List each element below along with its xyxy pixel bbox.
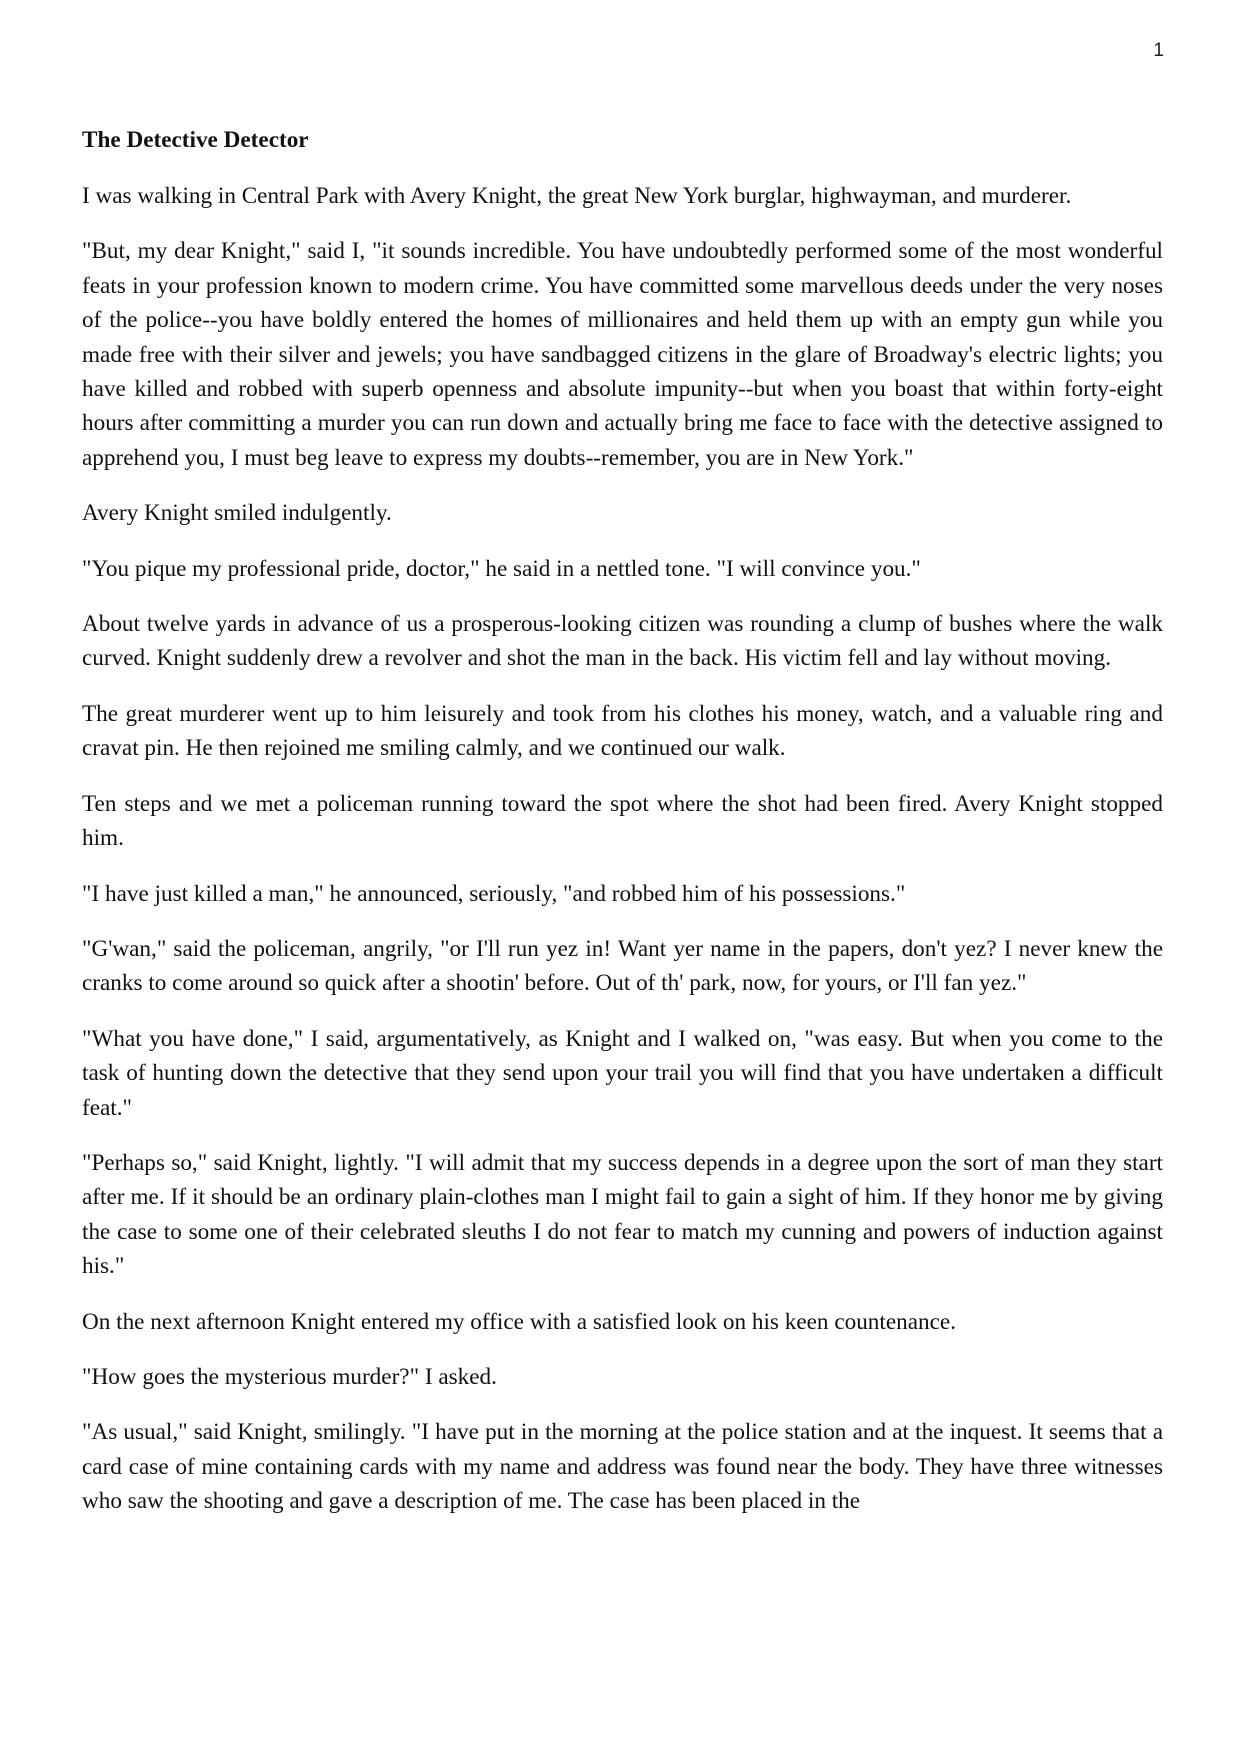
paragraph-10: "What you have done," I said, argumentatively, as Knight and I walked on, "was easy. But when you come to the task of hunting down the detective that they send upon your trail you will find that you have undertaken a difficult feat." bbox=[82, 1025, 1163, 1121]
paragraph-11: "Perhaps so," said Knight, lightly. "I will admit that my success depends in a degree upon the sort of man they start after me. If it should be an ordinary plain-clothes man I might fail to gain a sight of him. If they honor me by giving the case to some one of their celebrated sleuths I do not fear to match my cunning and powers of induction against his." bbox=[82, 1149, 1163, 1280]
document-title: The Detective Detector bbox=[82, 127, 309, 153]
paragraph-9: "G'wan," said the policeman, angrily, "or I'll run yez in! Want yer name in the papers, don't yez? I never knew the cranks to come around so quick after a shootin' before. Out of th' park, now, for yours, or I'll fan yez." bbox=[82, 935, 1163, 997]
paragraph-14: "As usual," said Knight, smilingly. "I have put in the morning at the police station and at the inquest. It seems that a card case of mine containing cards with my name and address was found near the body. They have three witnesses who saw the shooting and gave a description of me. The case has been placed in the bbox=[82, 1419, 1163, 1515]
paragraph-3: Avery Knight smiled indulgently. bbox=[82, 500, 392, 527]
paragraph-2: "But, my dear Knight," said I, "it sounds incredible. You have undoubtedly performed some of the most wonderful feats in your profession known to modern crime. You have committed some marvellous deeds under the very noses of the police--you have boldly entered the homes of millionaires and held them up with an empty gun while you made free with their silver and jewels; you have sandbagged citizens in the glare of Broadway's electric lights; you have killed and robbed with superb openness and absolute impunity--but when you boast that within forty-eight hours after committing a murder you can run down and actually bring me face to face with the detective assigned to apprehend you, I must beg leave to express my doubts--remember, you are in New York." bbox=[82, 238, 1163, 471]
paragraph-7: Ten steps and we met a policeman running toward the spot where the shot had been fired. Avery Knight stopped him. bbox=[82, 790, 1163, 852]
paragraph-12: On the next afternoon Knight entered my office with a satisfied look on his keen countenance. bbox=[82, 1308, 956, 1335]
paragraph-4: "You pique my professional pride, doctor," he said in a nettled tone. "I will convince you." bbox=[82, 555, 921, 582]
paragraph-8: "I have just killed a man," he announced, seriously, "and robbed him of his possessions." bbox=[82, 880, 906, 907]
paragraph-6: The great murderer went up to him leisurely and took from his clothes his money, watch, and a valuable ring and cravat pin. He then rejoined me smiling calmly, and we continued our walk. bbox=[82, 700, 1163, 762]
page-number: 1 bbox=[1153, 40, 1164, 61]
paragraph-5: About twelve yards in advance of us a prosperous-looking citizen was rounding a clump of bushes where the walk curved. Knight suddenly drew a revolver and shot the man in the back. His victim fell and lay without moving. bbox=[82, 611, 1163, 672]
document-body bbox=[82, 123, 1163, 1540]
paragraph-13: "How goes the mysterious murder?" I asked. bbox=[82, 1363, 497, 1390]
paragraph-1: I was walking in Central Park with Avery Knight, the great New York burglar, highwayman, and murderer. bbox=[82, 183, 1072, 209]
